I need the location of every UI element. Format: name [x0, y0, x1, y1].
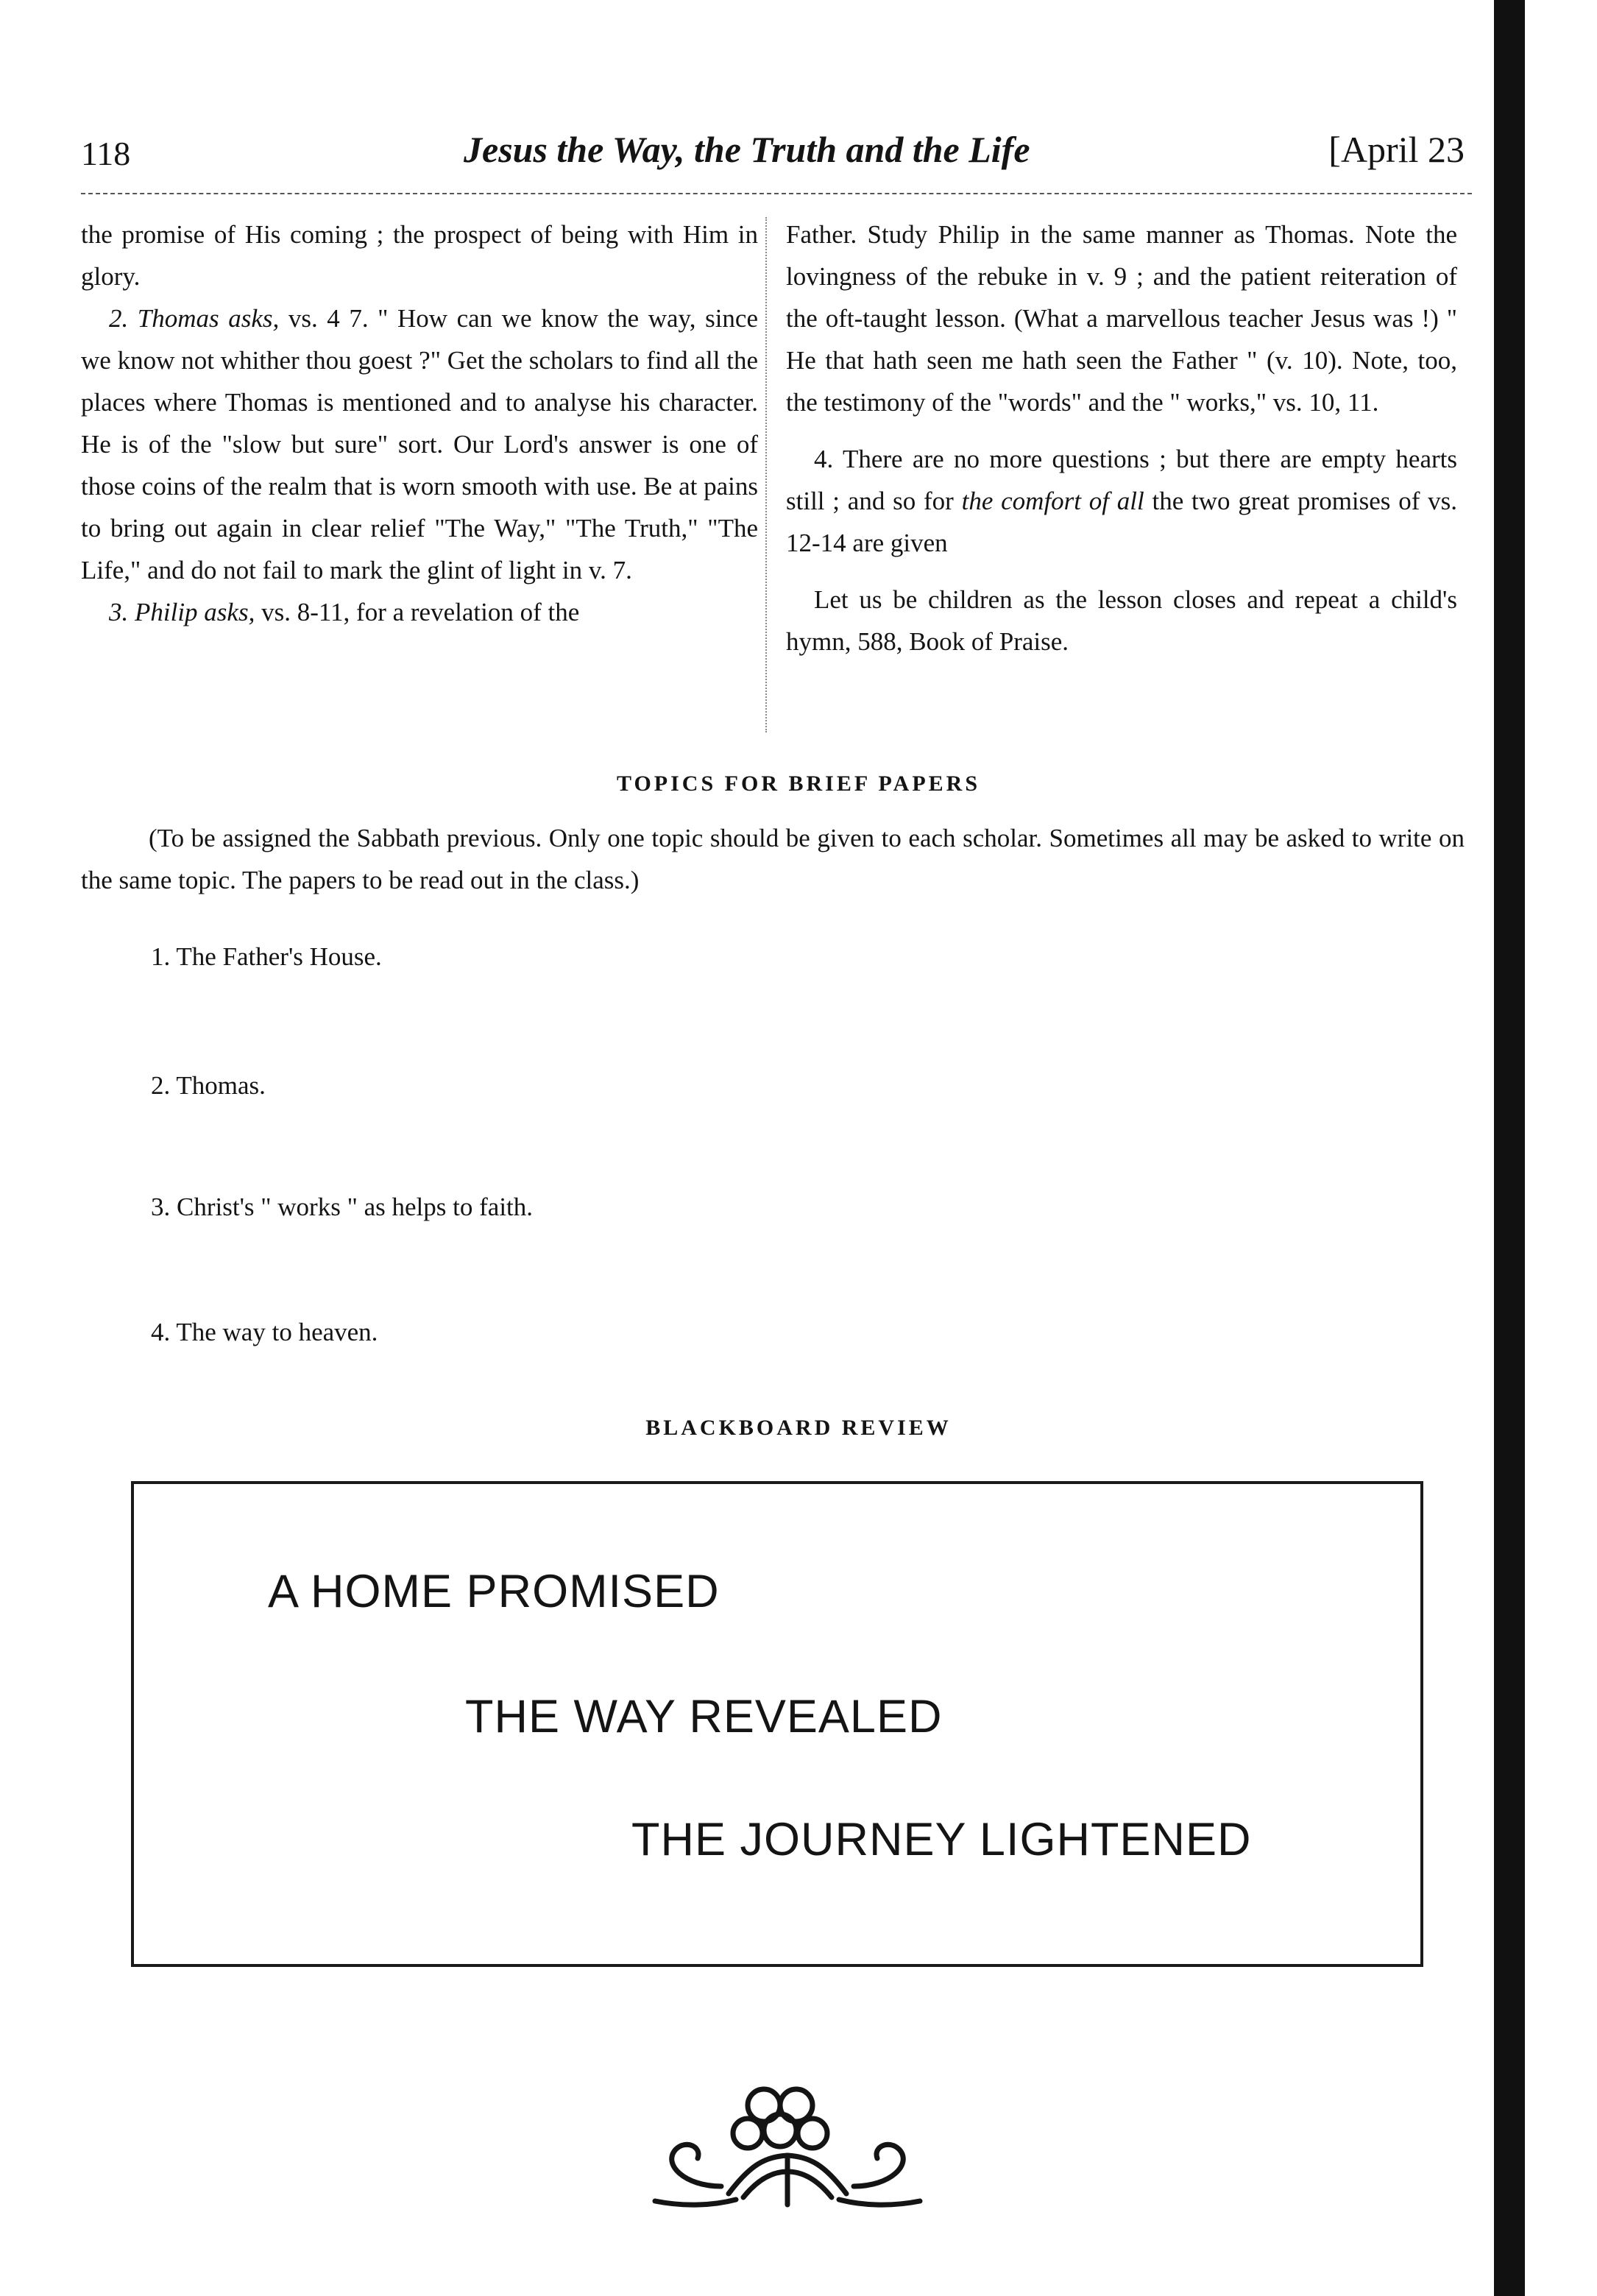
- running-date: [April 23: [1328, 129, 1465, 170]
- board-line-journey: THE JOURNEY LIGHTENED: [631, 1814, 1252, 1865]
- left-paragraph-2-text: vs. 4 7. " How can we know the way, since we know not whither thou goest ?" Get the scholars to find all the places where Thomas is mentioned and to analyse his character. He is of the "slow but sure" sort. Our Lord's answer is one of those coins of the realm that is worn smooth with use. Be at pains to bring out again in clear relief "The Way," "The Truth," "The Life," and do not fail to mark the glint of light in v. 7.: [81, 304, 759, 584]
- topics-instructions: (To be assigned the Sabbath previous. Only one topic should be given to each scholar. Sometimes all may be asked to write on the same topic. The papers to be read out in the class.): [81, 824, 1465, 894]
- philip-asks-label: 3. Philip asks,: [109, 598, 255, 626]
- running-head: [81, 124, 1465, 183]
- running-title: Jesus the Way, the Truth and the Life: [464, 129, 1030, 170]
- left-paragraph-2: [81, 297, 758, 591]
- scan-edge-bar: [1494, 0, 1525, 2296]
- left-column: [81, 213, 758, 633]
- left-paragraph-3: [81, 591, 758, 633]
- right-paragraph-3: Let us be children as the lesson closes and repeat a child's hymn, 588, Book of Praise.: [786, 585, 1457, 656]
- right-paragraph-2-end: the two great promises of vs. 12-14 are given: [786, 487, 1458, 557]
- column-divider: [765, 217, 767, 732]
- topic-item: 3. Christ's " works " as helps to faith.: [151, 1193, 534, 1221]
- right-paragraph-1: Father. Study Philip in the same manner as Thomas. Note the lovingness of the rebuke in v. 9 ; and the patient reiteration of the oft-taught lesson. (What a marvellous teacher Jesus was !) " He that hath seen me hath seen the Father " (v. 10). Note, too, the testimony of the "words" and the " works," vs. 10, 11.: [786, 220, 1457, 417]
- left-paragraph-3-text: vs. 8-11, for a revelation of the: [261, 598, 580, 626]
- right-paragraph-2-start: 4. There are no more questions ; but there are empty hearts still ; and so for: [786, 445, 1457, 515]
- thomas-asks-label: 2. Thomas asks,: [109, 304, 280, 333]
- page-number: 118: [81, 135, 131, 172]
- topics-heading: TOPICS FOR BRIEF PAPERS: [617, 771, 980, 796]
- floral-ornament-icon: [640, 2076, 935, 2216]
- left-paragraph-1: the promise of His coming ; the prospect of being with Him in glory.: [81, 220, 758, 291]
- topic-item: 1. The Father's House.: [151, 942, 382, 971]
- topic-item: 4. The way to heaven.: [151, 1318, 378, 1346]
- board-line-home: A HOME PROMISED: [268, 1566, 720, 1617]
- comfort-phrase: the comfort of all: [961, 487, 1144, 515]
- blackboard-box: [131, 1481, 1423, 1967]
- blackboard-heading: BLACKBOARD REVIEW: [645, 1416, 952, 1440]
- board-line-way: THE WAY REVEALED: [465, 1691, 943, 1742]
- right-column: [786, 213, 1457, 663]
- right-paragraph-2: [786, 438, 1457, 564]
- topic-item: 2. Thomas.: [151, 1071, 266, 1100]
- header-rule: [81, 193, 1472, 194]
